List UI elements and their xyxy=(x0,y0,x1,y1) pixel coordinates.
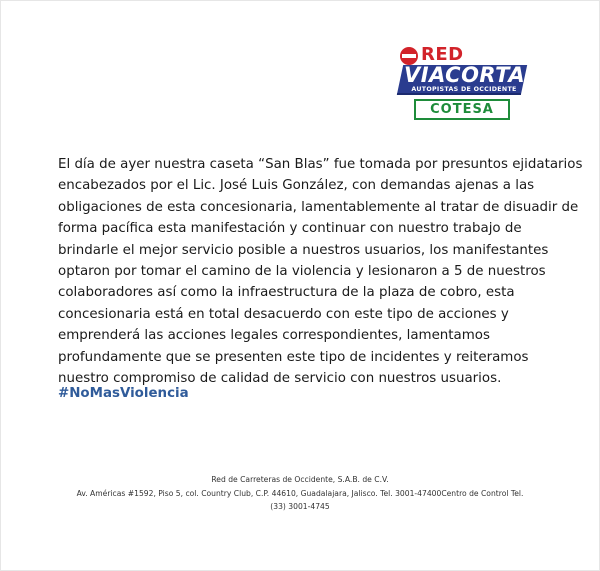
statement-line: encabezados por el Lic. José Luis González, con demandas ajenas a las xyxy=(58,178,535,194)
statement-line: El día de ayer nuestra caseta “San Blas” fue tomada por presuntos ejidatarios xyxy=(58,157,583,172)
statement-line: obligaciones de esta concesionaria, lamentablemente al tratar de disuadir de xyxy=(58,199,579,215)
company-logo xyxy=(396,45,528,120)
footer-phone: (33) 3001-4745 xyxy=(270,502,330,511)
logo-red-word: RED xyxy=(421,44,464,65)
hashtag-no-mas-violencia: #NoMasViolencia xyxy=(58,386,189,401)
statement-line: brindarle el mejor servicio posible a nuestros usuarios, los manifestantes xyxy=(58,242,549,258)
footer xyxy=(40,473,560,514)
statement-line: emprenderá las acciones legales correspondientes, lamentamos xyxy=(58,328,490,344)
footer-company: Red de Carreteras de Occidente, S.A.B. de C.V. xyxy=(211,475,389,484)
footer-address: Av. Américas #1592, Piso 5, col. Country Club, C.P. 44610, Guadalajara, Jalisco. Tel. 3001-47400Centro de Control Tel. xyxy=(76,488,524,498)
logo-autopistas-word: AUTOPISTAS DE OCCIDENTE xyxy=(411,86,517,93)
logo-cotesa-word: COTESA xyxy=(430,102,494,117)
statement-text xyxy=(58,154,583,389)
statement-line: forma pacífica esta manifestación y continuar con nuestro trabajo de xyxy=(58,221,522,237)
statement-line: colaboradores así como la infraestructura de la plaza de cobro, esta xyxy=(58,285,515,301)
statement-line: profundamente que se presenten este tipo de incidentes y reiteramos xyxy=(58,349,529,365)
logo-red-row xyxy=(396,45,528,65)
logo-viacorta-word: VIACORTA xyxy=(404,63,526,87)
statement-line: concesionaria está en total desacuerdo con este tipo de acciones y xyxy=(58,306,509,322)
statement-line: optaron por tomar el camino de la violencia y lesionaron a 5 de nuestros xyxy=(58,264,546,280)
statement-line: nuestro compromiso de calidad de servicio con nuestros usuarios. xyxy=(58,371,502,387)
